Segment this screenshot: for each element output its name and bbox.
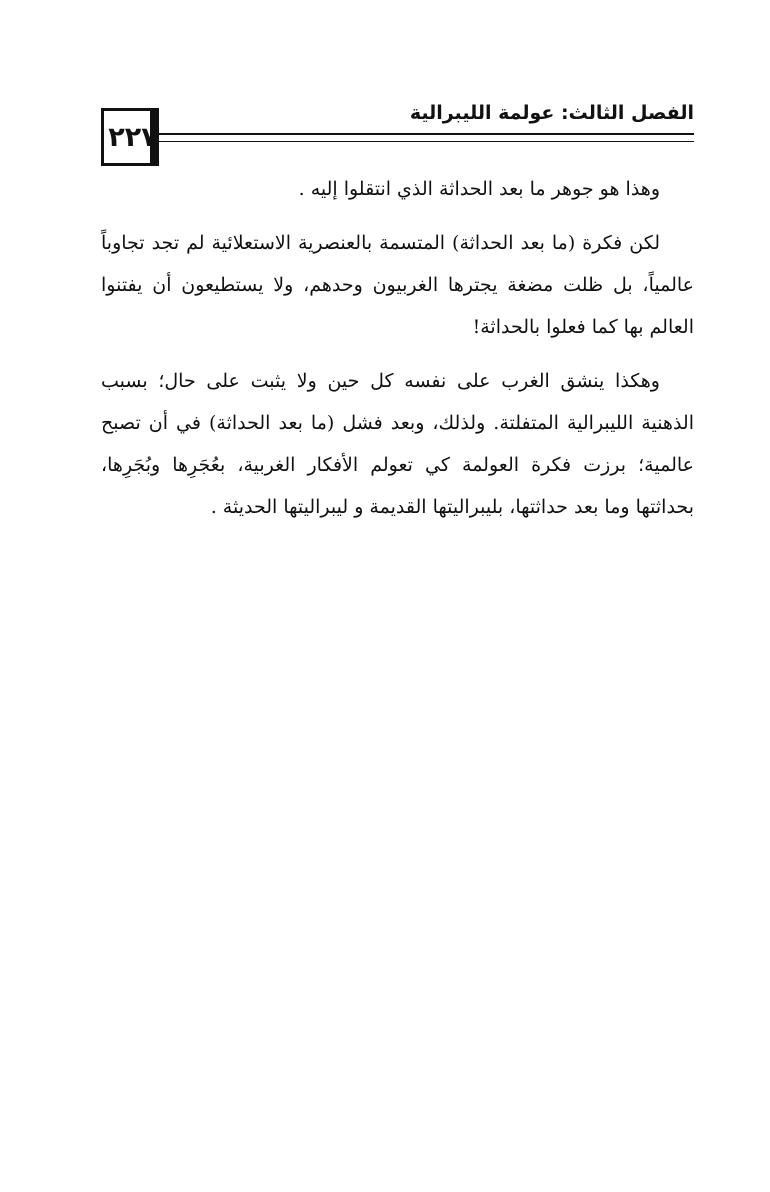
- paragraph-1: وهذا هو جوهر ما بعد الحداثة الذي انتقلوا إليه .: [298, 178, 660, 200]
- page-number: ٢٢٧: [108, 121, 158, 153]
- page-header: [101, 98, 694, 168]
- page-number-box: [101, 108, 159, 166]
- paragraph-2: لكن فكرة (ما بعد الحداثة) المتسمة بالعنصرية الاستعلائية لم تجد تجاوباً عالمياً، بل ظلت مضغة يجترها الغربيون وحدهم، ولا يستطيعون أن يفتنوا العالم بها كما فعلوا بالحداثة!: [101, 232, 694, 338]
- chapter-title: الفصل الثالث: عولمة الليبرالية: [409, 102, 694, 124]
- header-rule: [159, 133, 694, 135]
- body-text: [101, 168, 694, 540]
- paragraph-3: وهكذا ينشق الغرب على نفسه كل حين ولا يثبت على حال؛ بسبب الذهنية الليبرالية المتفلتة. ولذلك، وبعد فشل (ما بعد الحداثة) في أن تصبح عالمية؛ برزت فكرة العولمة كي تعولم الأفكار الغربية، بعُجَرِها وبُجَرِها، بحداثتها وما بعد حداثتها، بليبراليتها القديمة و ليبراليتها الحديثة .: [101, 370, 694, 518]
- header-rule-thin: [159, 141, 694, 142]
